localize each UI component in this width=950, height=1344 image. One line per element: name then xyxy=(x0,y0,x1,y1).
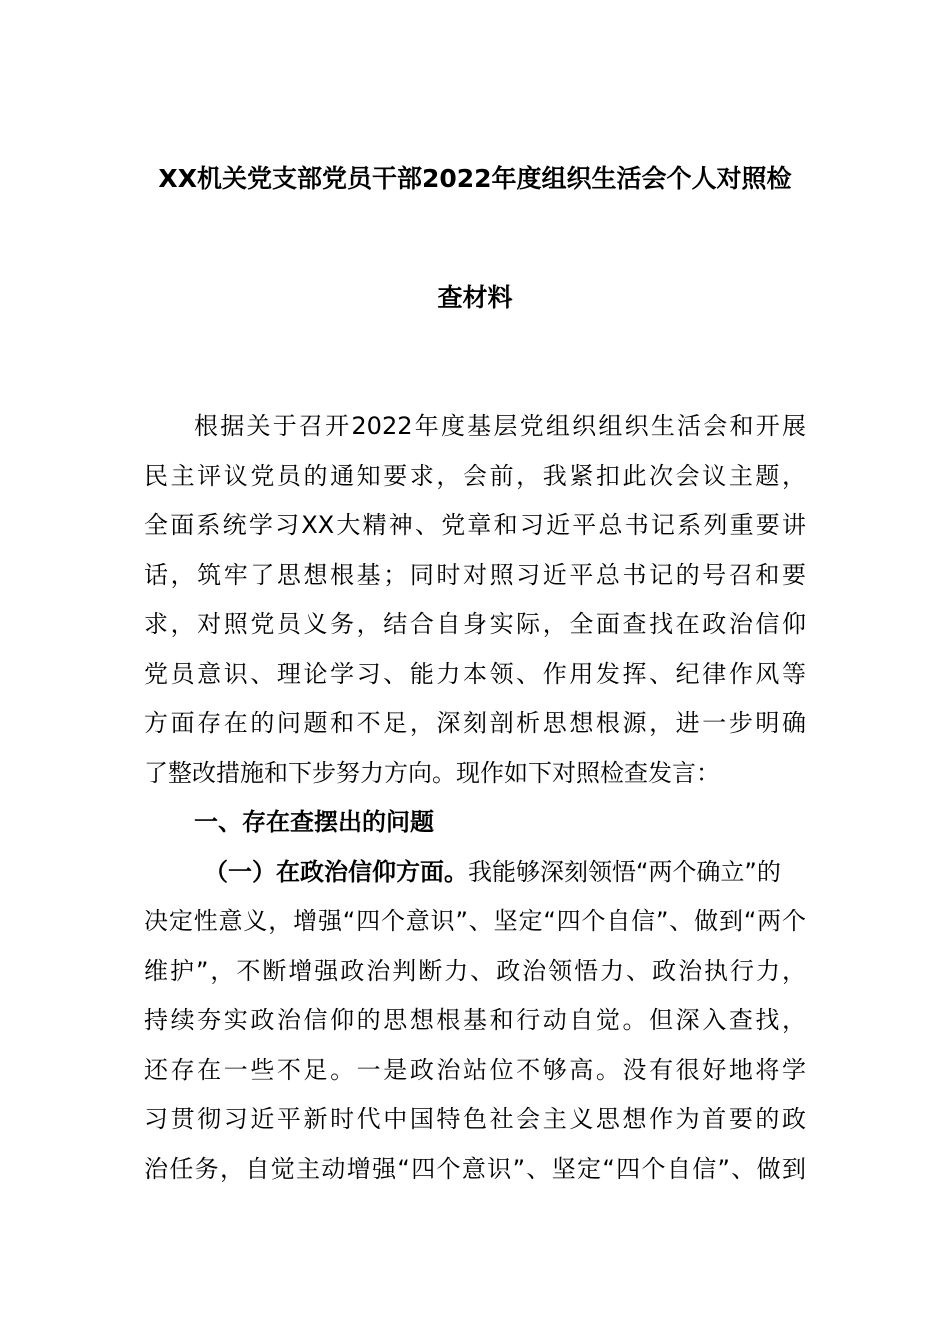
paragraph-line: 决定性意义，增强“四个意识”、坚定“四个自信”、做到“两个 xyxy=(144,907,806,935)
paragraph-line: 党员意识、理论学习、能力本领、作用发挥、纪律作风等 xyxy=(144,659,806,688)
paragraph-line: 方面存在的问题和不足，深刻剖析思想根源，进一步明确 xyxy=(144,709,806,737)
document-title-line-1: XX机关党支部党员干部2022年度组织生活会个人对照检 xyxy=(158,164,792,193)
paragraph-line: 了整改措施和下步努力方向。现作如下对照检查发言： xyxy=(144,758,720,787)
paragraph-line: 民主评议党员的通知要求，会前，我紧扣此次会议主题， xyxy=(144,461,806,490)
subsection-first-line xyxy=(144,848,806,898)
paragraph-line: 还存在一些不足。一是政治站位不够高。没有很好地将学 xyxy=(144,1055,806,1084)
subsection-first-line-text: 我能够深刻领悟“两个确立”的 xyxy=(468,857,781,886)
document-body xyxy=(144,402,806,1194)
section-heading: 一、存在查摆出的问题 xyxy=(194,808,434,836)
paragraph-line: 根据关于召开2022年度基层党组织组织生活会和开展 xyxy=(194,412,806,440)
paragraph-line: 习贯彻习近平新时代中国特色社会主义思想作为首要的政 xyxy=(144,1105,806,1133)
paragraph-line: 治任务，自觉主动增强“四个意识”、坚定“四个自信”、做到 xyxy=(144,1154,806,1183)
paragraph-line: 维护”，不断增强政治判断力、政治领悟力、政治执行力， xyxy=(144,956,806,985)
paragraph-line: 持续夯实政治信仰的思想根基和行动自觉。但深入查找， xyxy=(144,1006,806,1034)
paragraph-line: 求，对照党员义务，结合自身实际，全面查找在政治信仰 xyxy=(144,610,806,638)
subsection-heading: （一）在政治信仰方面。 xyxy=(204,857,468,886)
paragraph-line: 话，筑牢了思想根基；同时对照习近平总书记的号召和要 xyxy=(144,560,806,589)
document-title-line-2: 查材料 xyxy=(437,283,513,312)
paragraph-line: 全面系统学习XX大精神、党章和习近平总书记系列重要讲 xyxy=(144,511,806,539)
